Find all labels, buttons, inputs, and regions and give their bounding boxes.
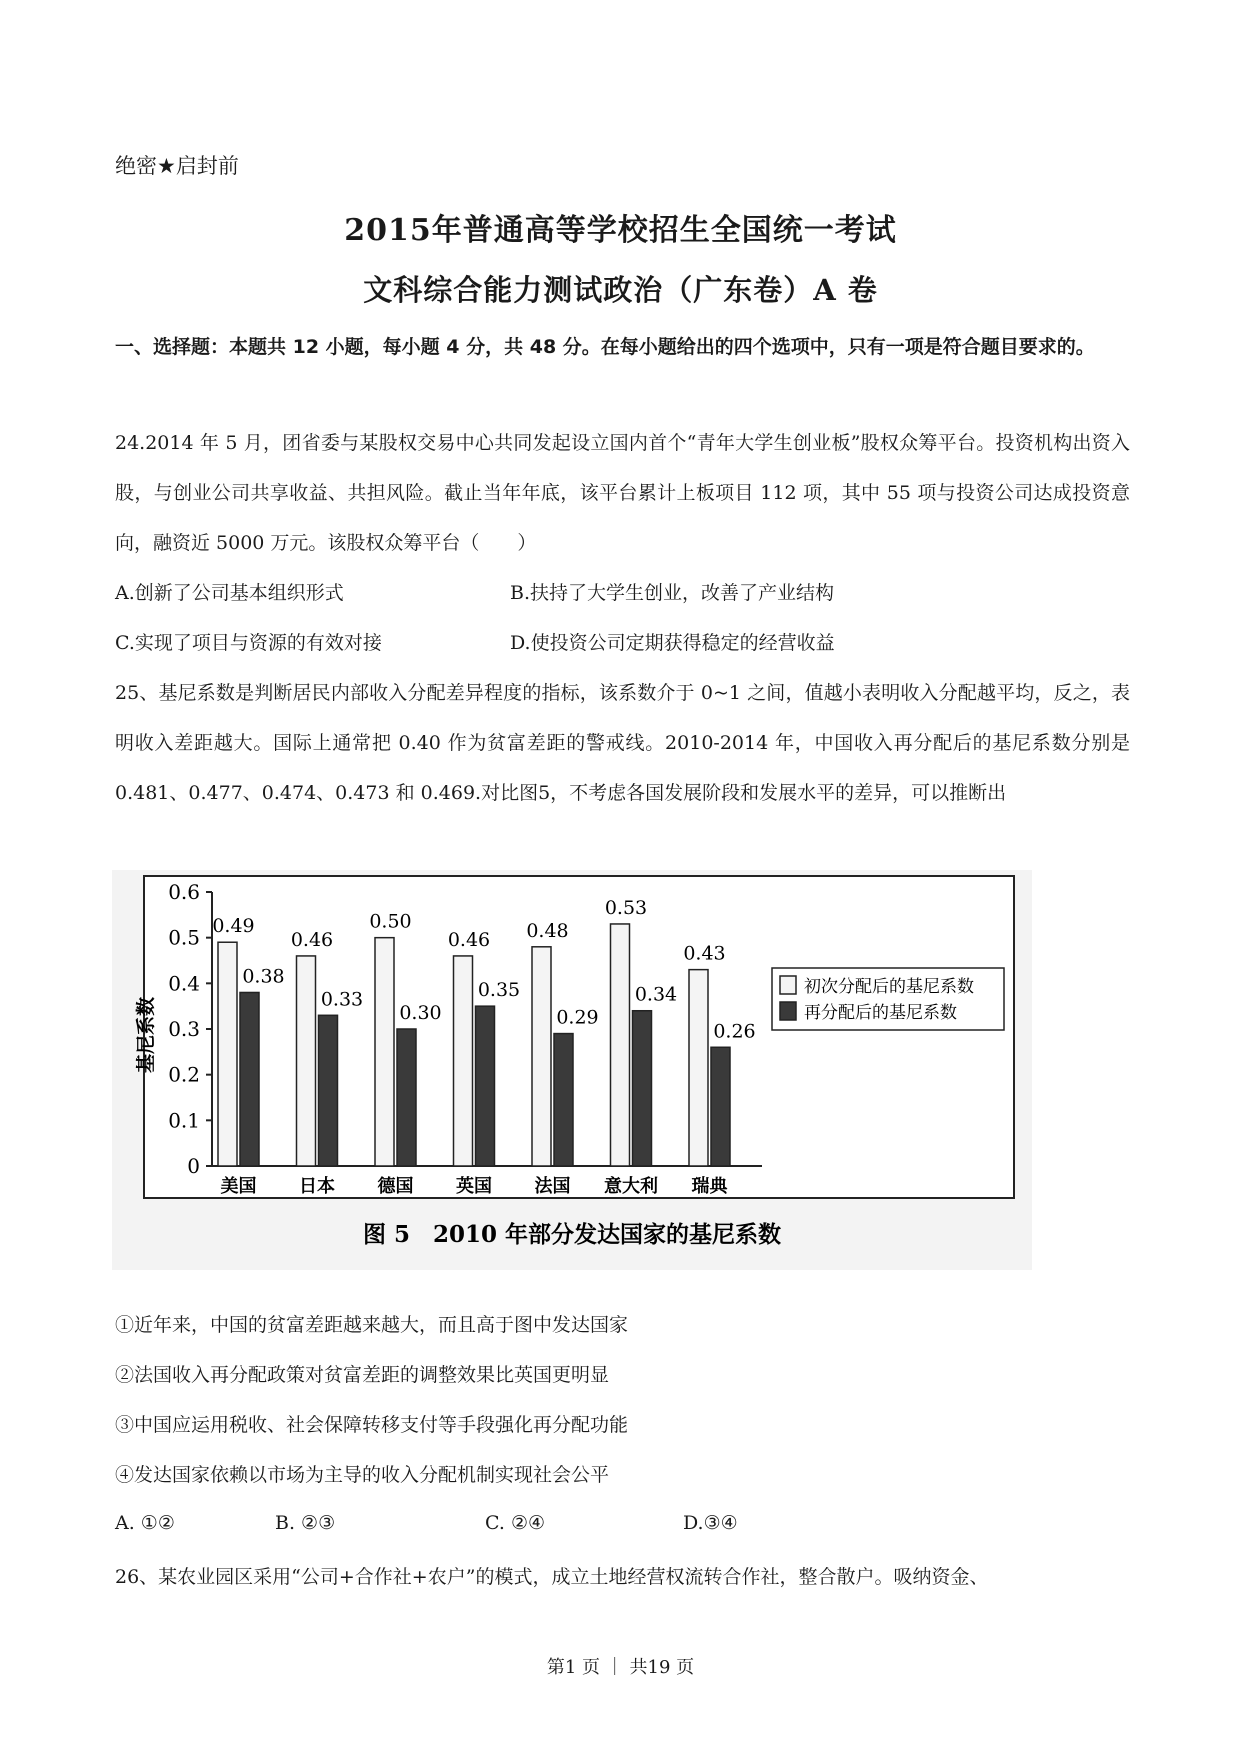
question-24-option-b: B.扶持了大学生创业，改善了产业结构 (510, 582, 835, 604)
bar-value-label: 0.43 (683, 942, 726, 965)
y-axis-label: 基尼系数 (135, 996, 157, 1074)
y-tick-label: 0 (187, 1154, 200, 1178)
exam-title: 2015年普通高等学校招生全国统一考试 (344, 213, 897, 248)
bar-redistributed-0 (240, 992, 259, 1166)
y-tick-label: 0.2 (168, 1062, 200, 1087)
legend-label-1: 再分配后的基尼系数 (804, 1003, 957, 1023)
bar-primary-2 (375, 938, 394, 1166)
bar-redistributed-2 (397, 1029, 416, 1166)
bar-primary-0 (218, 942, 237, 1166)
category-label: 法国 (534, 1176, 571, 1197)
question-25-statement-3: ③中国应运用税收、社会保障转移支付等手段强化再分配功能 (115, 1414, 629, 1436)
question-25-option-a: A. ①② (115, 1512, 175, 1534)
exam-subtitle: 文科综合能力测试政治（广东卷）A 卷 (363, 273, 878, 307)
category-label: 德国 (377, 1176, 414, 1197)
gini-chart-figure (112, 870, 1032, 1270)
bar-value-label: 0.46 (447, 928, 491, 951)
bar-value-label: 0.38 (242, 965, 285, 988)
y-tick-label: 0.1 (168, 1108, 200, 1133)
secret-label: 绝密★启封前 (115, 154, 239, 178)
bar-value-label: 0.34 (634, 983, 678, 1006)
question-25-option-b: B. ②③ (275, 1512, 336, 1534)
question-26-stem: 26、某农业园区采用“公司+合作社+农户”的模式，成立土地经营权流转合作社，整合散户。吸纳资金、 (115, 1566, 989, 1588)
question-25-option-d: D.③④ (683, 1512, 738, 1534)
bar-value-label: 0.30 (399, 1002, 442, 1024)
bar-primary-6 (689, 970, 708, 1166)
question-24-option-c: C.实现了项目与资源的有效对接 (115, 632, 382, 654)
question-25-stem: 25、基尼系数是判断居民内部收入分配差异程度的指标，该系数介于 0~1 之间，值越小表明收入分配越平均，反之，表明收入差距越大。国际上通常把 0.40 作为贫富差距的警戒线。2010-2014 年，中国收入再分配后的基尼系数分别是 0.481、0.477、0.474、0.473 和 0.469.对比图5，不考虑各国发展阶段和发展水平的差异，可以推断出 (115, 682, 1130, 804)
bar-value-label: 0.53 (604, 896, 648, 919)
y-tick-label: 0.3 (168, 1017, 200, 1041)
bar-primary-1 (297, 956, 316, 1166)
category-label: 瑞典 (691, 1176, 728, 1197)
bar-redistributed-6 (711, 1047, 730, 1166)
bar-value-label: 0.33 (320, 988, 364, 1011)
question-24-option-d: D.使投资公司定期获得稳定的经营收益 (510, 632, 835, 654)
question-25-statement-2: ②法国收入再分配政策对贫富差距的调整效果比英国更明显 (115, 1364, 610, 1386)
question-24-stem: 24.2014 年 5 月，团省委与某股权交易中心共同发起设立国内首个“青年大学生创业板”股权众筹平台。投资机构出资入股，与创业公司共享收益、共担风险。截止当年年底，该平台累计上板项目 112 项，其中 55 项与投资公司达成投资意向，融资近 5000 万元。该股权众筹平台（ ） (115, 432, 1130, 554)
category-label: 英国 (456, 1176, 492, 1197)
bar-value-label: 0.48 (526, 919, 569, 942)
question-25-option-c: C. ②④ (485, 1512, 546, 1534)
category-label: 美国 (220, 1176, 257, 1197)
legend-swatch-0 (780, 976, 796, 994)
bar-redistributed-3 (476, 1006, 495, 1166)
gini-bar-chart (112, 870, 1032, 1270)
bar-value-label: 0.26 (713, 1020, 756, 1043)
bar-value-label: 0.50 (369, 910, 412, 933)
bar-value-label: 0.35 (477, 979, 521, 1002)
page-footer: 第1 页 ｜ 共19 页 (546, 1657, 695, 1678)
category-label: 意大利 (604, 1176, 658, 1197)
bar-redistributed-1 (319, 1015, 338, 1166)
chart-frame (144, 876, 1014, 1198)
y-tick-label: 0.6 (168, 880, 200, 904)
question-24-option-a: A.创新了公司基本组织形式 (115, 582, 344, 604)
y-tick-label: 0.4 (168, 971, 200, 996)
chart-title: 图 5 2010 年部分发达国家的基尼系数 (362, 1221, 782, 1248)
y-tick-label: 0.5 (168, 925, 200, 950)
bar-redistributed-4 (554, 1034, 573, 1166)
category-label: 日本 (299, 1176, 335, 1197)
question-25-statement-1: ①近年来，中国的贫富差距越来越大，而且高于图中发达国家 (115, 1314, 629, 1336)
legend-swatch-1 (780, 1002, 796, 1020)
bar-value-label: 0.49 (212, 915, 255, 938)
bar-redistributed-5 (633, 1011, 652, 1166)
bar-value-label: 0.46 (290, 928, 334, 951)
bar-primary-3 (454, 956, 473, 1166)
question-25-statement-4: ④发达国家依赖以市场为主导的收入分配机制实现社会公平 (115, 1464, 610, 1486)
bar-primary-4 (532, 947, 551, 1166)
legend-label-0: 初次分配后的基尼系数 (804, 977, 974, 997)
section-heading: 一、选择题：本题共 12 小题，每小题 4 分，共 48 分。在每小题给出的四个选项中，只有一项是符合题目要求的。 (115, 336, 1095, 358)
bar-value-label: 0.29 (556, 1006, 599, 1029)
bar-primary-5 (611, 924, 630, 1166)
